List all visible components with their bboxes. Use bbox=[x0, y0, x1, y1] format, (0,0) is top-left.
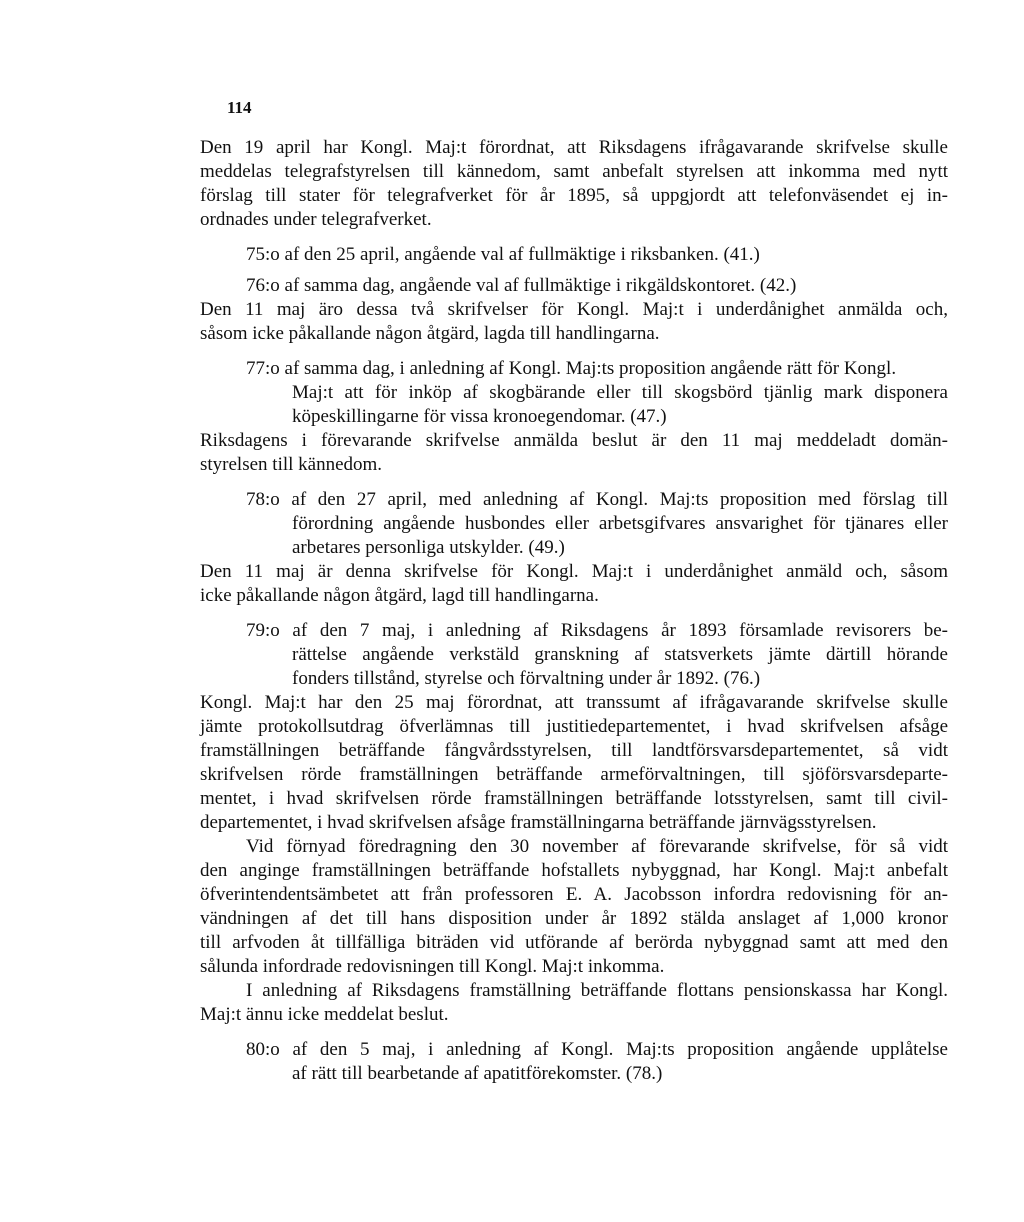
text-line: styrelsen till kännedom. bbox=[200, 454, 383, 475]
text-line: 76:o af samma dag, angående val af fullmäktige i rikgäldskontoret. (42.) bbox=[246, 275, 797, 296]
text-line: af rätt till bearbetande af apatitförekomster. (78.) bbox=[292, 1063, 663, 1084]
text-line: icke påkallande någon åtgärd, lagd till handlingarna. bbox=[200, 585, 599, 606]
text-line: fonders tillstånd, styrelse och förvaltning under år 1892. (76.) bbox=[292, 668, 761, 689]
text-line: mentet, i hvad skrifvelsen rörde framställningen beträffande lotsstyrelsen, samt till civil- bbox=[200, 788, 948, 809]
text-line: departementet, i hvad skrifvelsen afsåge framställningarna beträffande järnvägsstyrelsen. bbox=[200, 812, 877, 833]
text-line: till arfvoden åt tillfälliga biträden vid utförande af berörda nybyggnad samt att med den bbox=[200, 932, 948, 953]
text-line: rättelse angående verkstäld granskning af statsverkets jämte därtill hörande bbox=[292, 644, 948, 665]
text-line: ordnades under telegrafverket. bbox=[200, 209, 432, 230]
text-line: Kongl. Maj:t har den 25 maj förordnat, att transsumt af ifrågavarande skrifvelse skulle bbox=[200, 692, 948, 713]
text-line: Vid förnyad föredragning den 30 november af förevarande skrifvelse, för så vidt bbox=[246, 836, 948, 857]
text-line: meddelas telegrafstyrelsen till kännedom, samt anbefalt styrelsen att inkomma med nytt bbox=[200, 161, 948, 182]
text-line: 79:o af den 7 maj, i anledning af Riksdagens år 1893 församlade revisorers be- bbox=[246, 620, 948, 641]
text-line: Den 19 april har Kongl. Maj:t förordnat, att Riksdagens ifrågavarande skrifvelse skulle bbox=[200, 137, 948, 158]
text-line: 78:o af den 27 april, med anledning af Kongl. Maj:ts proposition med förslag till bbox=[246, 489, 948, 510]
text-line: arbetares personliga utskylder. (49.) bbox=[292, 537, 565, 558]
text-line: I anledning af Riksdagens framställning beträffande flottans pensionskassa har Kongl. bbox=[246, 980, 948, 1001]
text-line: Riksdagens i förevarande skrifvelse anmälda beslut är den 11 maj meddeladt domän- bbox=[200, 430, 948, 451]
text-line: Maj:t ännu icke meddelat beslut. bbox=[200, 1004, 449, 1025]
text-line: köpeskillingarne för vissa kronoegendomar. (47.) bbox=[292, 406, 667, 427]
text-line: 77:o af samma dag, i anledning af Kongl. Maj:ts proposition angående rätt för Kongl. bbox=[246, 358, 897, 379]
text-line: jämte protokollsutdrag öfverlämnas till justitiedepartementet, i hvad skrifvelsen afsåge bbox=[200, 716, 948, 737]
text-line: vändningen af det till hans disposition under år 1892 stälda anslaget af 1,000 kronor bbox=[200, 908, 948, 929]
text-line: förslag till stater för telegrafverket för år 1895, så uppgjordt att telefonväsendet ej in- bbox=[200, 185, 948, 206]
text-line: öfverintendentsämbetet att från professoren E. A. Jacobsson infordra redovisning för an- bbox=[200, 884, 948, 905]
page-number: 114 bbox=[227, 98, 252, 117]
text-line: Maj:t att för inköp af skogbärande eller till skogsbörd tjänlig mark disponera bbox=[292, 382, 948, 403]
text-line: förordning angående husbondes eller arbetsgifvares ansvarighet för tjänares eller bbox=[292, 513, 948, 534]
text-line: Den 11 maj är denna skrifvelse för Kongl. Maj:t i underdånighet anmäld och, såsom bbox=[200, 561, 948, 582]
text-line: Den 11 maj äro dessa två skrifvelser för Kongl. Maj:t i underdånighet anmälda och, bbox=[200, 299, 948, 320]
text-line: 75:o af den 25 april, angående val af fullmäktige i riksbanken. (41.) bbox=[246, 244, 760, 265]
text-line: skrifvelsen rörde framställningen beträffande armeförvaltningen, till sjöförsvarsdeparte- bbox=[200, 764, 948, 785]
text-line: den anginge framställningen beträffande hofstallets nybyggnad, har Kongl. Maj:t anbefalt bbox=[200, 860, 948, 881]
text-line: framställningen beträffande fångvårdsstyrelsen, till landtförsvarsdepartementet, så vidt bbox=[200, 740, 948, 761]
text-line: såsom icke påkallande någon åtgärd, lagda till handlingarna. bbox=[200, 323, 660, 344]
text-line: sålunda infordrade redovisningen till Kongl. Maj:t inkomma. bbox=[200, 956, 665, 977]
text-line: 80:o af den 5 maj, i anledning af Kongl. Maj:ts proposition angående upplåtelse bbox=[246, 1039, 948, 1060]
